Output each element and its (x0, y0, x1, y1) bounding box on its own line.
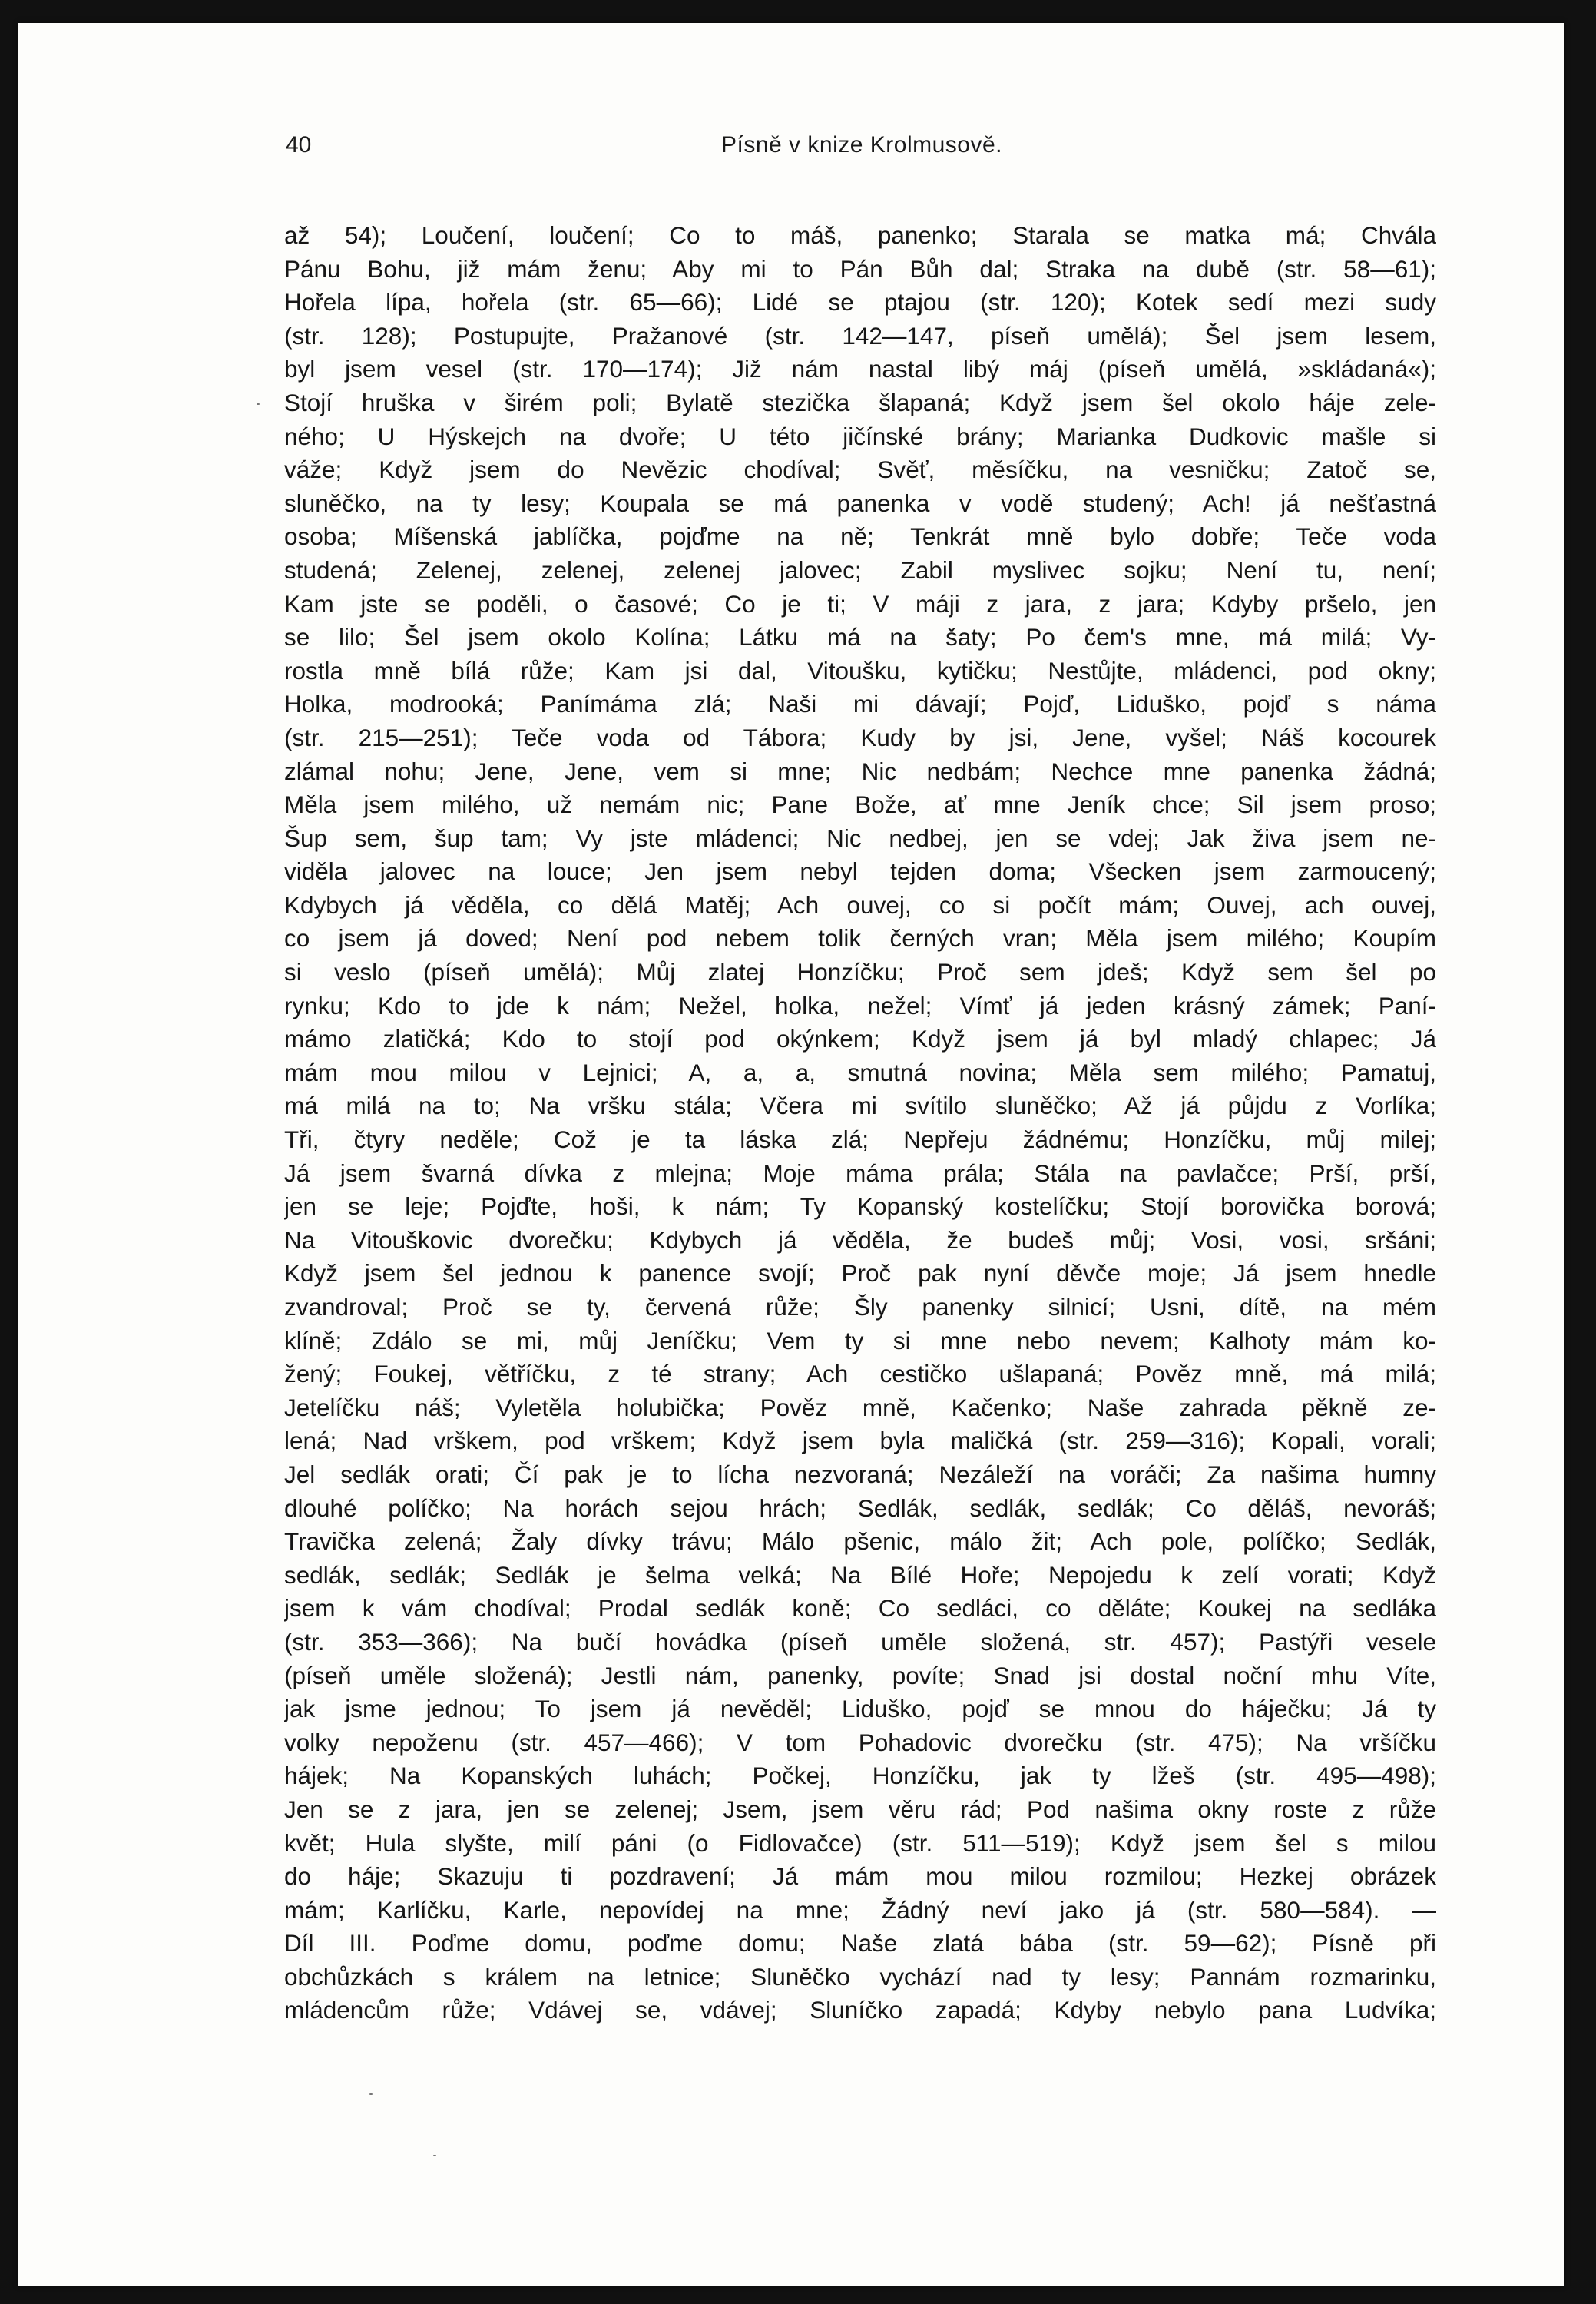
text-line: (píseň uměle složená); Jestli nám, panenky, povíte; Snad jsi dostal noční mhu Víte, (284, 1661, 1436, 1689)
text-line: volky nepoženu (str. 457—466); V tom Pohadovic dvorečku (str. 475); Na vršíčku (284, 1728, 1436, 1756)
text-line: si veslo (píseň umělá); Můj zlatej Honzíčku; Proč sem jdeš; Když sem šel po (284, 958, 1436, 986)
text-line: má milá na to; Na vršku stála; Včera mi svítilo sluněčko; Až já půjdu z Vorlíka; (284, 1092, 1436, 1120)
text-line: ného; U Hýskejch na dvoře; U této jičínské brány; Marianka Dudkovic mašle si (284, 422, 1436, 450)
text-line: mládencům růže; Vdávej se, vdávej; Sluníčko zapadá; Kdyby nebylo pana Ludvíka; (284, 1996, 1436, 2024)
text-line: květ; Hula slyšte, milí páni (o Fidlovačce) (str. 511—519); Když jsem šel s milou (284, 1828, 1436, 1857)
text-line: mámo zlatičká; Kdo to stojí pod okýnkem; Když jsem já byl mladý chlapec; Já (284, 1025, 1436, 1053)
text-line: váže; Když jsem do Nevězic chodíval; Svěť, měsíčku, na vesničku; Zatoč se, (284, 456, 1436, 484)
text-line: Díl III. Poďme domu, poďme domu; Naše zlatá bába (str. 59—62); Písně při (284, 1929, 1436, 1958)
text-line: Travička zelená; Žaly dívky trávu; Málo pšenic, málo žit; Ach pole, políčko; Sedlák, (284, 1527, 1436, 1556)
text-line: Jen se z jara, jen se zelenej; Jsem, jsem věru rád; Pod našima okny roste z růže (284, 1795, 1436, 1823)
text-line: Jel sedlák orati; Čí pak je to lícha nezvoraná; Nezáleží na voráči; Za našima humny (284, 1460, 1436, 1488)
text-line: Když jsem šel jednou k panence svojí; Proč pak nyní děvče moje; Já jsem hnedle (284, 1259, 1436, 1288)
text-line: jsem k vám chodíval; Prodal sedlák koně; Co sedláci, co děláte; Koukej na sedláka (284, 1594, 1436, 1623)
print-speck (369, 2093, 373, 2095)
text-line: byl jsem vesel (str. 170—174); Již nám nastal libý máj (píseň umělá, »skládaná«); (284, 355, 1436, 383)
text-line: zvandroval; Proč se ty, červená růže; Šly panenky silnicí; Usni, dítě, na mém (284, 1293, 1436, 1321)
text-line: klíně; Zdálo se mi, můj Jeníčku; Vem ty si mne nebo nevem; Kalhoty mám ko- (284, 1326, 1436, 1354)
print-speck (257, 403, 260, 405)
text-line: jak jsme jednou; To jsem já nevěděl; Liduško, pojď se mnou do háječku; Já ty (284, 1695, 1436, 1723)
text-line: Holka, modrooká; Panímáma zlá; Naši mi dávají; Pojď, Liduško, pojď s náma (284, 690, 1436, 718)
text-line: Kam jste se poděli, o časové; Co je ti; V máji z jara, z jara; Kdyby pršelo, jen (284, 589, 1436, 618)
text-line: hájek; Na Kopanských luhách; Počkej, Honzíčku, jak ty lžeš (str. 495—498); (284, 1762, 1436, 1790)
text-line: Měla jsem milého, už nemám nic; Pane Bože, ať mne Jeník chce; Sil jsem proso; (284, 791, 1436, 819)
text-line: Hořela lípa, hořela (str. 65—66); Lidé se ptajou (str. 120); Kotek sedí mezi sudy (284, 288, 1436, 317)
text-line: Pánu Bohu, již mám ženu; Aby mi to Pán Bůh dal; Straka na dubě (str. 58—61); (284, 254, 1436, 283)
text-line: mám; Karlíčku, Karle, nepovídej na mne; Žádný neví jako já (str. 580—584). — (284, 1895, 1436, 1924)
text-line: až 54); Loučení, loučení; Co to máš, panenko; Starala se matka má; Chvála (284, 221, 1436, 249)
text-line: zlámal nohu; Jene, Jene, vem si mne; Nic nedbám; Nechce mne panenka žádná; (284, 757, 1436, 785)
text-line: viděla jalovec na louce; Jen jsem nebyl tejden doma; Všecken jsem zarmoucený; (284, 857, 1436, 886)
print-speck (433, 2155, 436, 2156)
text-line: obchůzkách s králem na letnice; Sluněčko vychází nad ty lesy; Pannám rozmarinku, (284, 1962, 1436, 1991)
text-line: Stojí hruška v širém poli; Bylatě stezička šlapaná; Když jsem šel okolo háje zele- (284, 388, 1436, 416)
text-line: Tři, čtyry neděle; Což je ta láska zlá; Nepřeju žádnému; Honzíčku, můj milej; (284, 1125, 1436, 1154)
text-line: (str. 353—366); Na bučí hovádka (píseň uměle složená, str. 457); Pastýři vesele (284, 1627, 1436, 1656)
text-line: mám mou milou v Lejnici; A, a, a, smutná novina; Měla sem milého; Pamatuj, (284, 1058, 1436, 1086)
text-line: Jetelíčku náš; Vyletěla holubička; Pověz mně, Kačenko; Naše zahrada pěkně ze- (284, 1393, 1436, 1421)
text-line: se lilo; Šel jsem okolo Kolína; Látku má na šaty; Po čem's mne, má milá; Vy- (284, 623, 1436, 651)
text-line: jen se leje; Pojďte, hoši, k nám; Ty Kopanský kostelíčku; Stojí borovička borová; (284, 1192, 1436, 1221)
body-text (284, 219, 1436, 2027)
text-line: lená; Nad vrškem, pod vrškem; Když jsem byla maličká (str. 259—316); Kopali, vorali; (284, 1427, 1436, 1455)
text-line: co jsem já doved; Není pod nebem tolik černých vran; Měla jsem milého; Koupím (284, 924, 1436, 953)
page-number: 40 (286, 132, 312, 157)
text-line: Šup sem, šup tam; Vy jste mládenci; Nic nedbej, jen se vdej; Jak živa jsem ne- (284, 824, 1436, 852)
text-line: (str. 215—251); Teče voda od Tábora; Kudy by jsi, Jene, vyšel; Náš kocourek (284, 723, 1436, 751)
text-line: osoba; Míšenská jablíčka, pojďme na ně; Tenkrát mně bylo dobře; Teče voda (284, 522, 1436, 551)
text-line: studená; Zelenej, zelenej, zelenej jalovec; Zabil myslivec sojku; Není tu, není; (284, 555, 1436, 584)
running-title: Písně v knize Krolmusově. (721, 132, 1002, 157)
text-line: do háje; Skazuju ti pozdravení; Já mám mou milou rozmilou; Hezkej obrázek (284, 1862, 1436, 1891)
text-line: rynku; Kdo to jde k nám; Nežel, holka, nežel; Vímť já jeden krásný zámek; Paní- (284, 991, 1436, 1019)
page-header (286, 132, 1438, 171)
text-line: žený; Foukej, větříčku, z té strany; Ach cestičko ušlapaná; Pověz mně, má milá; (284, 1360, 1436, 1388)
text-line: Já jsem švarná dívka z mlejna; Moje máma prála; Stála na pavlačce; Prší, prší, (284, 1159, 1436, 1187)
text-line: sluněčko, na ty lesy; Koupala se má panenka v vodě studený; Ach! já nešťastná (284, 489, 1436, 517)
text-line: Kdybych já věděla, co dělá Matěj; Ach ouvej, co si počít mám; Ouvej, ach ouvej, (284, 890, 1436, 919)
text-line: (str. 128); Postupujte, Pražanové (str. 142—147, píseň umělá); Šel jsem lesem, (284, 321, 1436, 350)
text-line: sedlák, sedlák; Sedlák je šelma velká; Na Bílé Hoře; Nepojedu k zelí vorati; Když (284, 1560, 1436, 1589)
text-line: Na Vitouškovic dvorečku; Kdybych já věděla, že budeš můj; Vosi, vosi, sršáni; (284, 1225, 1436, 1254)
text-line: dlouhé políčko; Na horách sejou hrách; Sedlák, sedlák, sedlák; Co děláš, nevoráš; (284, 1493, 1436, 1522)
text-line: rostla mně bílá růže; Kam jsi dal, Vitoušku, kytičku; Nestůjte, mládenci, pod okny; (284, 656, 1436, 685)
